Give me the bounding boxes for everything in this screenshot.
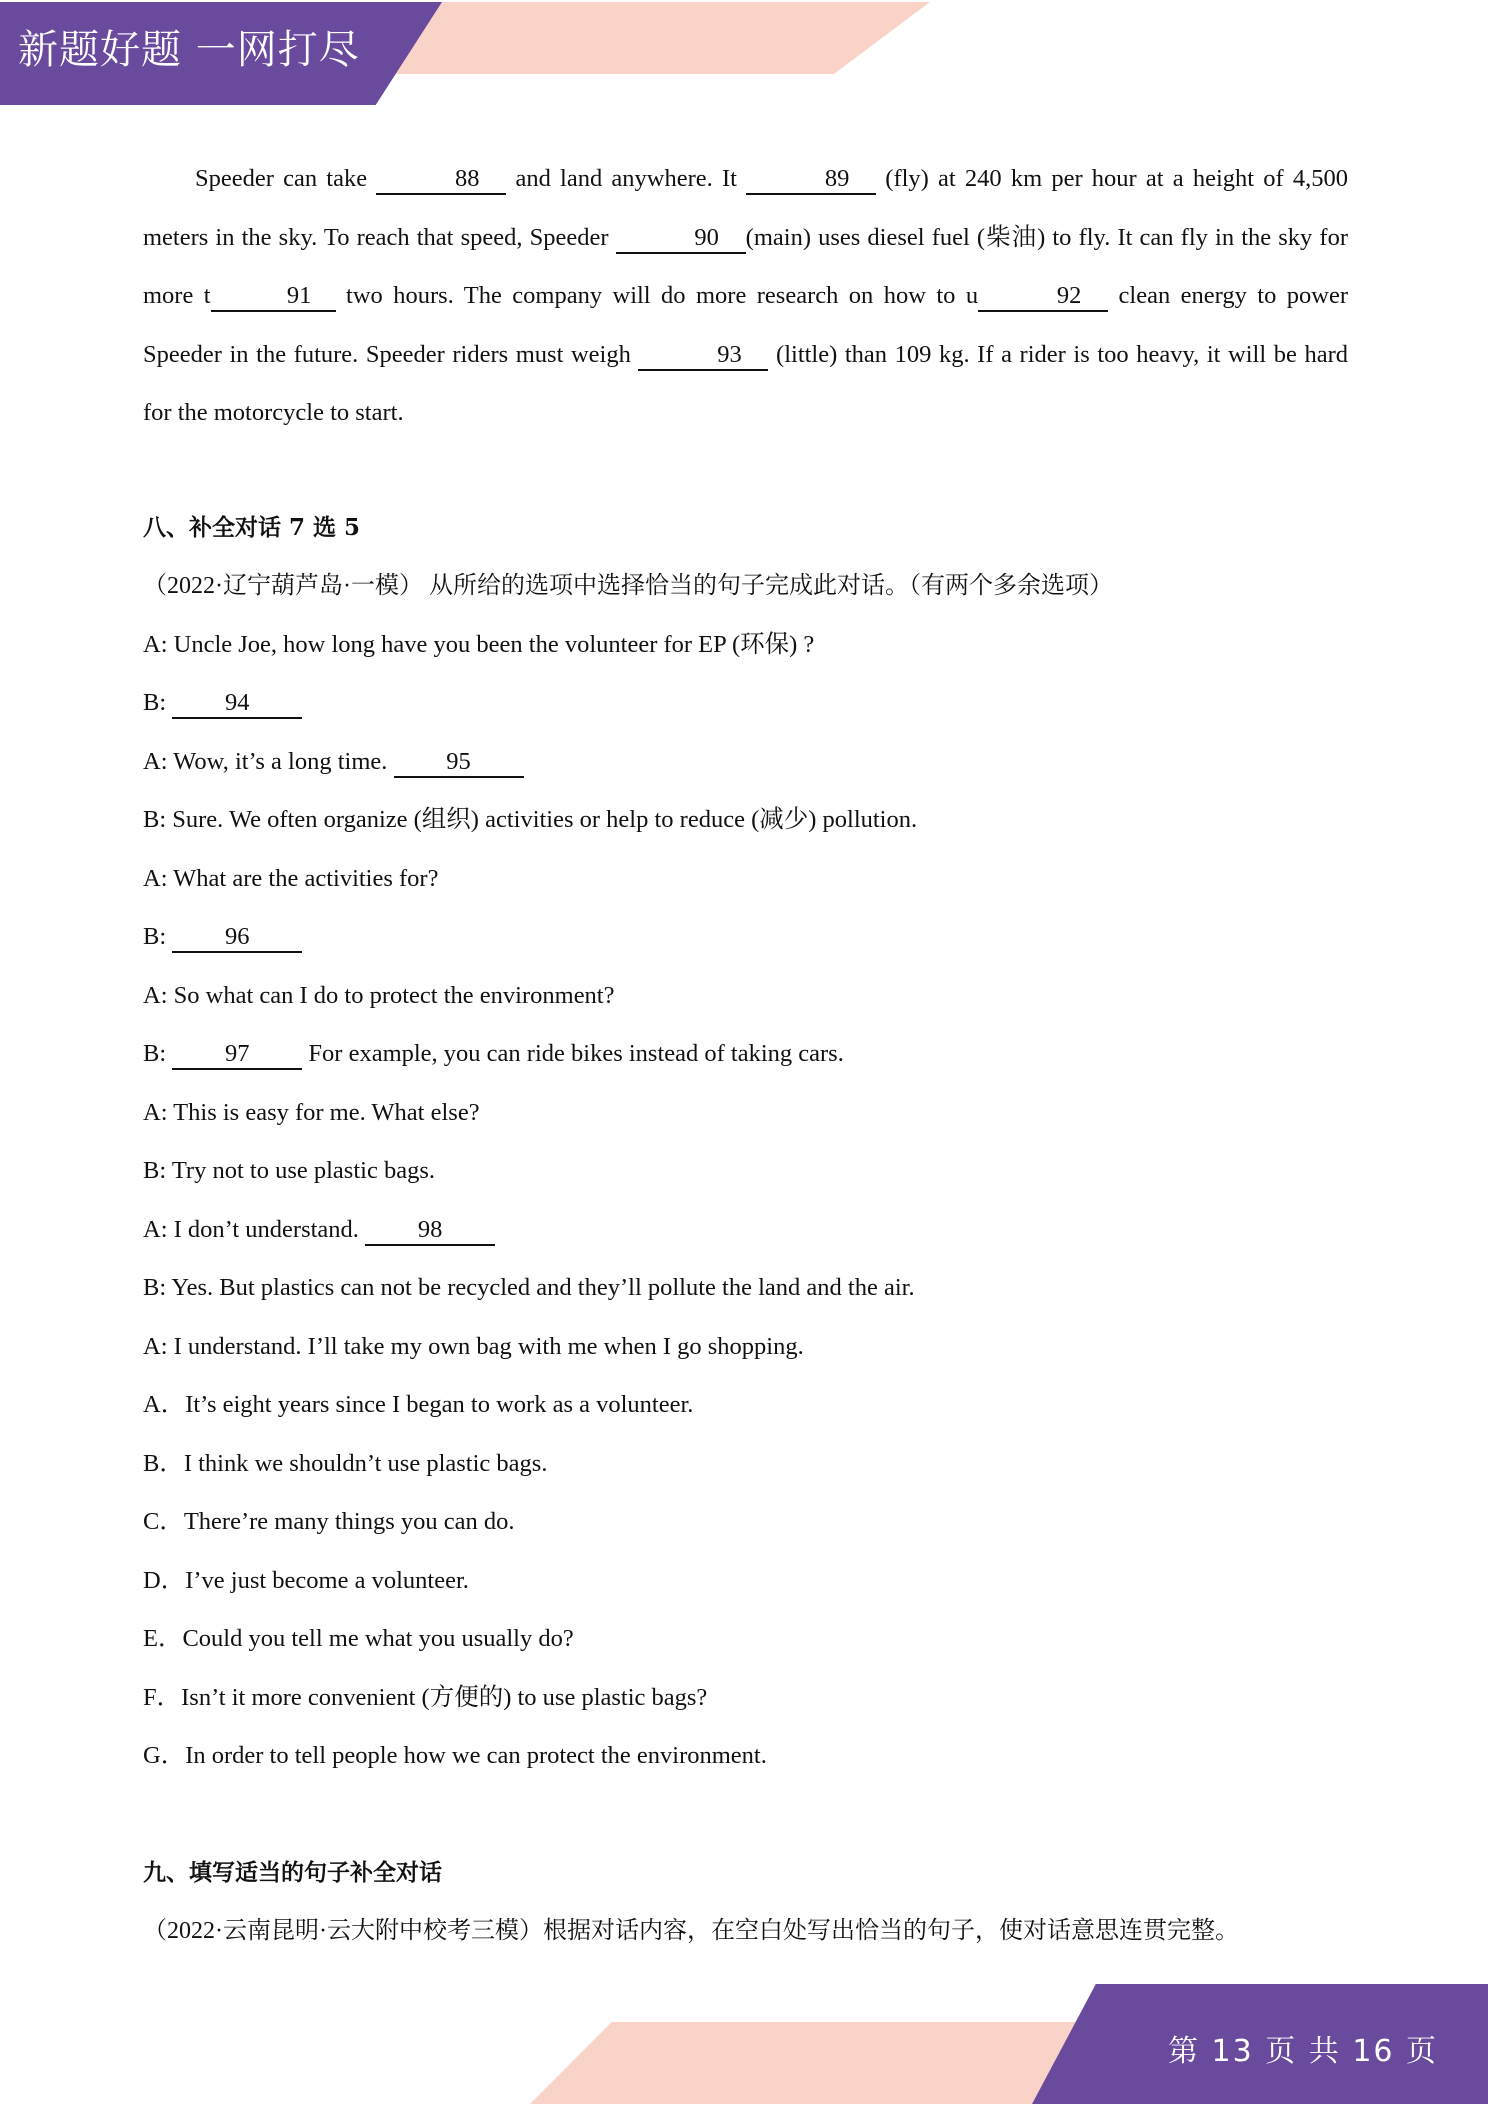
dialogue-suffix: For example, you can ride bikes instead of taking cars. xyxy=(302,1040,844,1067)
answer-blank-89: 89 xyxy=(746,165,876,195)
option-c: C．There’re many things you can do. xyxy=(143,1508,515,1535)
dialogue-line: A: What are the activities for? xyxy=(143,864,439,892)
dialogue-prefix: B: xyxy=(143,923,173,950)
dialogue-line xyxy=(143,1025,1348,1084)
section-8-title: 八、补全对话 7 选 5 xyxy=(143,513,361,541)
spacer xyxy=(143,443,1348,499)
dialogue-prefix: A: Wow, it’s a long time. xyxy=(143,747,394,775)
passage-text: clean energy to power Speeder in the future. Speeder riders must weigh xyxy=(143,282,1348,368)
section-8-source: （2022·辽宁葫芦岛·一模） 从所给的选项中选择恰当的句子完成此对话。（有两个多余选项） xyxy=(143,573,1113,599)
answer-blank-91: 91 xyxy=(211,282,336,312)
section-9-source: （2022·云南昆明·云大附中校考三模）根据对话内容，在空白处写出恰当的句子，使对话意思连贯完整。 xyxy=(143,1918,1239,1944)
passage-text: (fly) at 240 km per hour at a height of 4,500 meters in the sky. To reach that speed, Speeder xyxy=(143,165,1348,251)
page-number: 第 13 页 共 16 页 xyxy=(1168,2034,1439,2069)
answer-blank-94: 94 xyxy=(172,689,302,719)
section-9-title: 九、填写适当的句子补全对话 xyxy=(143,1858,442,1886)
answer-blank-97: 97 xyxy=(172,1040,302,1070)
option-f: F．Isn’t it more convenient (方便的) to use plastic bags? xyxy=(143,1683,708,1711)
dialogue-line: B: Sure. We often organize (组织) activities or help to reduce (减少) pollution. xyxy=(143,806,918,833)
dialogue-line: A: I understand. I’ll take my own bag with me when I go shopping. xyxy=(143,1332,804,1360)
dialogue-line: B: Try not to use plastic bags. xyxy=(143,1157,435,1184)
dialogue-line: A: This is easy for me. What else? xyxy=(143,1098,480,1126)
reading-passage xyxy=(143,150,1348,443)
option-b: B．I think we shouldn’t use plastic bags. xyxy=(143,1449,548,1477)
answer-blank-92: 92 xyxy=(978,282,1108,312)
dialogue-prefix: B: xyxy=(143,1040,173,1067)
spacer xyxy=(143,1786,1348,1844)
dialogue-line xyxy=(143,674,1348,733)
option-d: D．I’ve just become a volunteer. xyxy=(143,1566,469,1594)
dialogue-line xyxy=(143,908,1348,967)
option-a: A．It’s eight years since I began to work as a volunteer. xyxy=(143,1391,694,1418)
dialogue-line: A: Uncle Joe, how long have you been the volunteer for EP (环保) ? xyxy=(143,630,815,658)
option-e: E．Could you tell me what you usually do? xyxy=(143,1625,574,1652)
page-content xyxy=(143,150,1348,1961)
dialogue-line xyxy=(143,1201,1348,1260)
dialogue-prefix: B: xyxy=(143,689,173,716)
dialogue-prefix: A: I don’t understand. xyxy=(143,1215,366,1243)
dialogue-line: B: Yes. But plastics can not be recycled and they’ll pollute the land and the air. xyxy=(143,1274,915,1301)
dialogue-line: A: So what can I do to protect the environment? xyxy=(143,981,615,1009)
passage-paragraph xyxy=(143,150,1348,443)
passage-text: and land anywhere. It xyxy=(506,165,747,192)
passage-text: Speeder can take xyxy=(195,165,377,192)
answer-blank-88: 88 xyxy=(376,165,506,195)
answer-blank-98: 98 xyxy=(365,1216,495,1246)
answer-blank-90: 90 xyxy=(616,224,746,254)
answer-blank-93: 93 xyxy=(638,341,768,371)
header-title: 新题好题 一网打尽 xyxy=(18,27,360,73)
dialogue-line xyxy=(143,733,1348,792)
answer-blank-96: 96 xyxy=(172,923,302,953)
passage-text: (main) uses diesel fuel (柴油) to fly. It can fly in the sky for more t xyxy=(143,223,1348,309)
passage-text: two hours. The company will do more research on how to u xyxy=(335,282,979,309)
option-g: G．In order to tell people how we can protect the environment. xyxy=(143,1742,767,1769)
answer-blank-95: 95 xyxy=(394,748,524,778)
passage-text: (little) than 109 kg. If a rider is too heavy, it will be hard for the motorcycle to start. xyxy=(143,340,1348,426)
